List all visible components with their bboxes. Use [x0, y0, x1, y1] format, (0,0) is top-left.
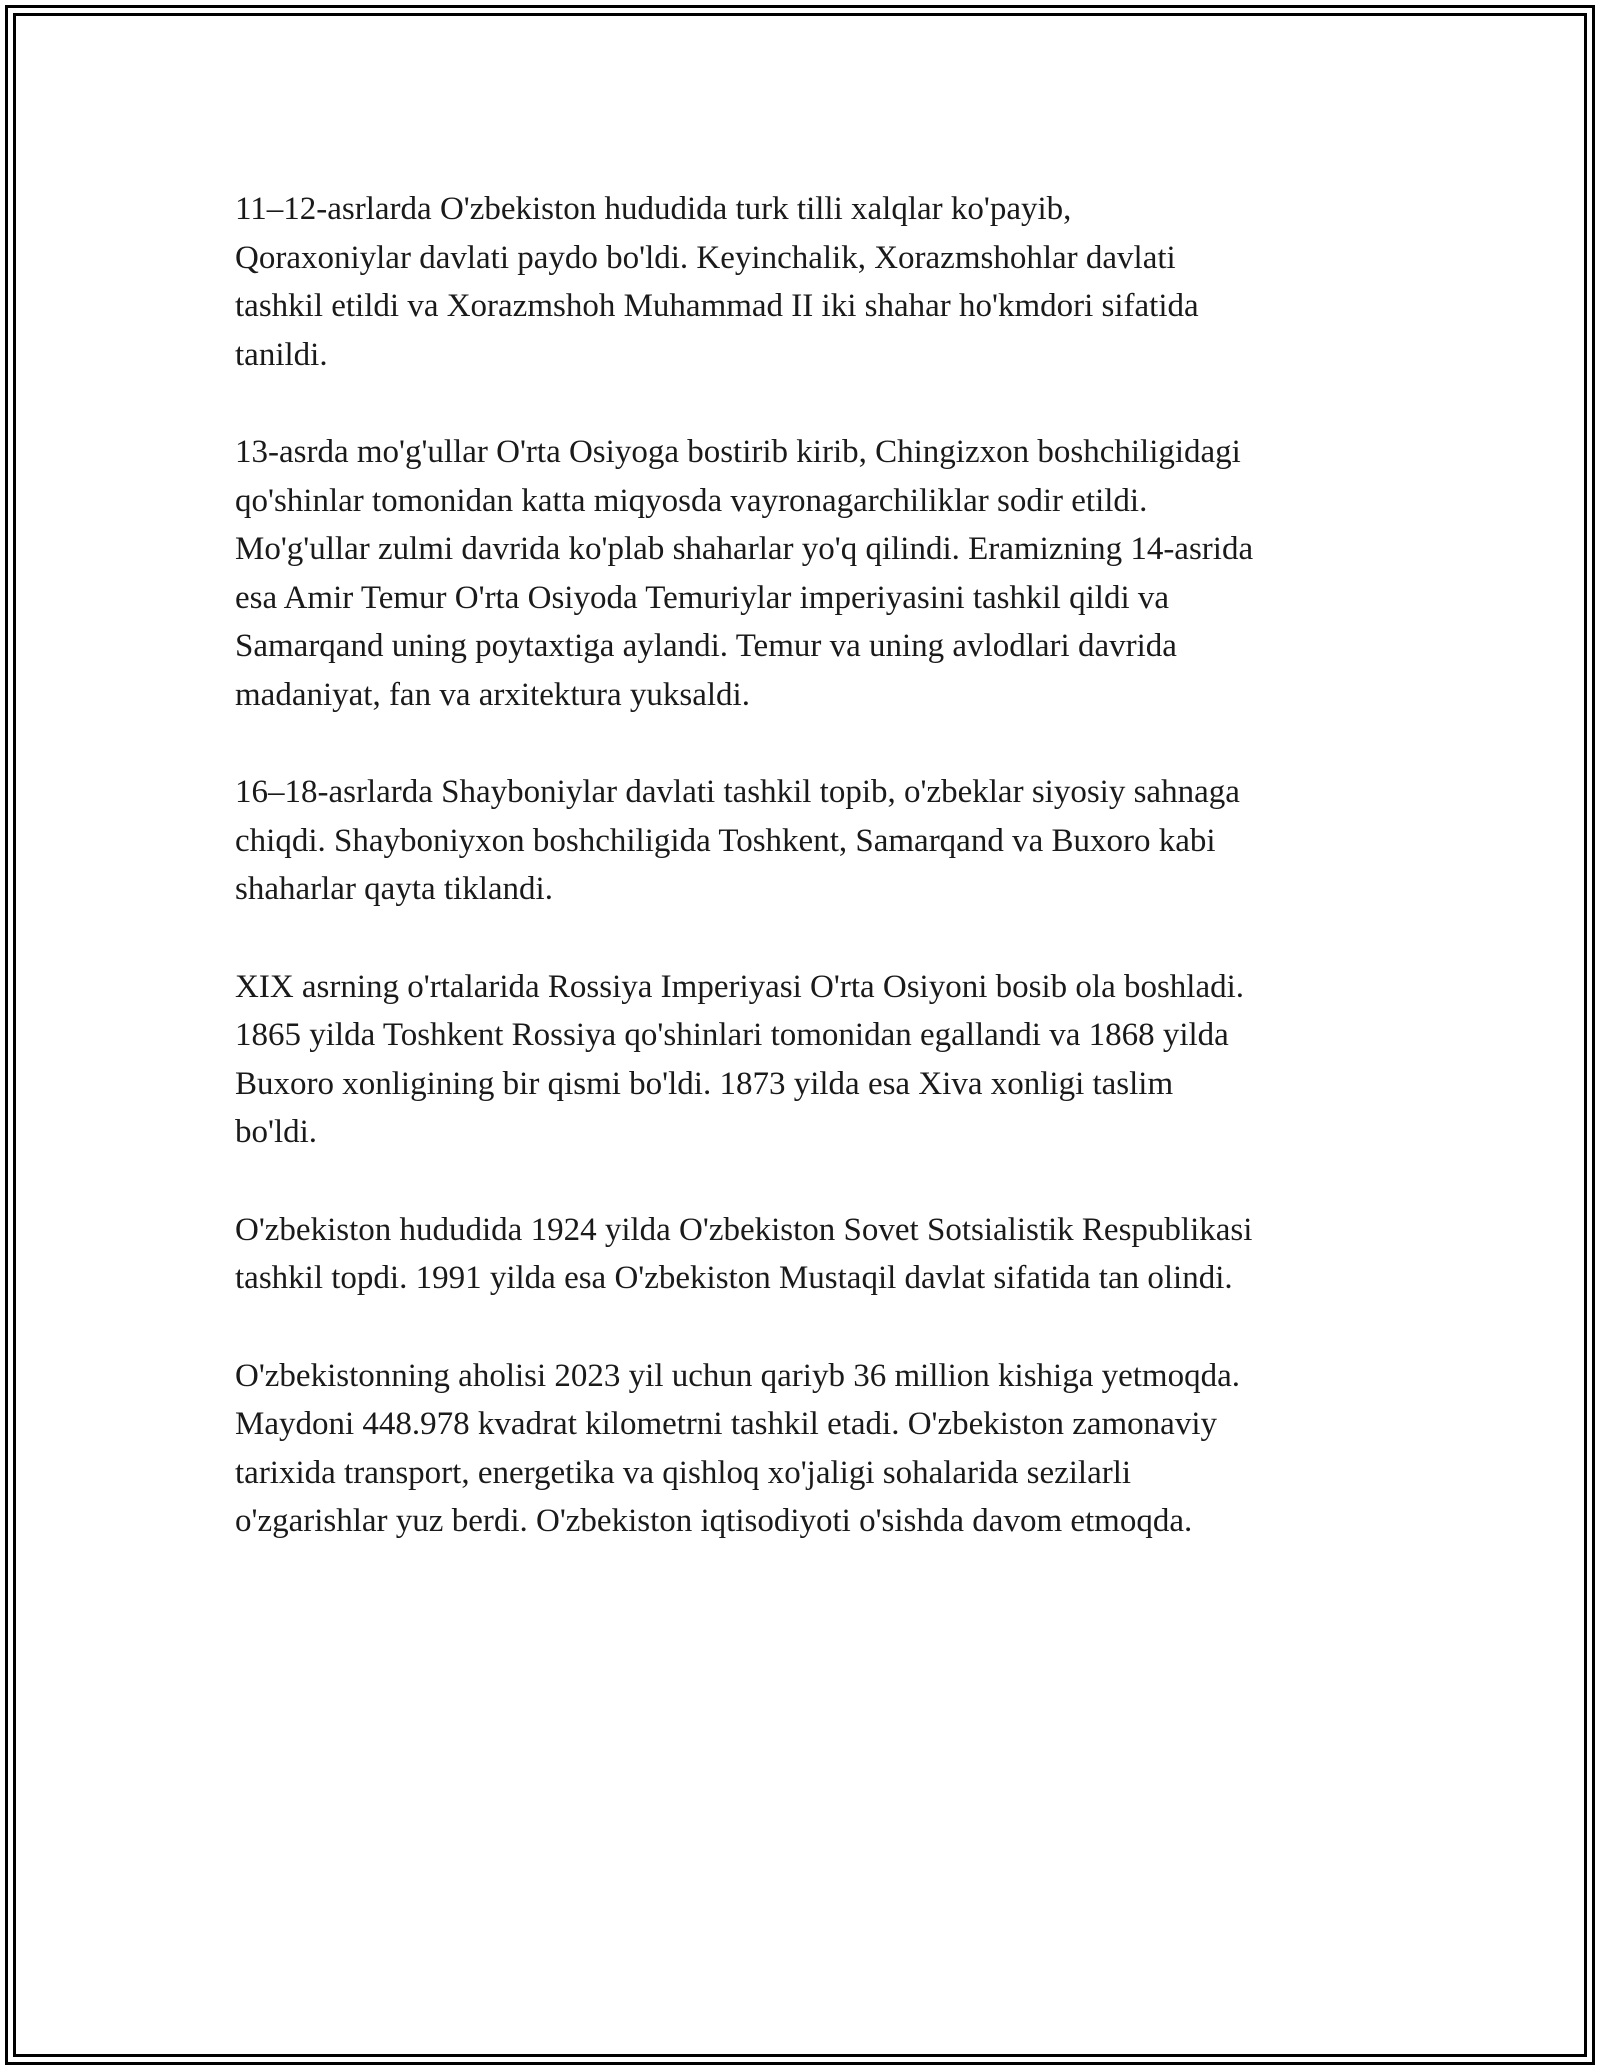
paragraph-karakhanids: 11–12-asrlarda O'zbekiston hududida turk tilli xalqlar ko'payib, Qoraxoniylar davlati paydo bo'ldi. Keyinchalik, Xorazmshohlar davlati tashkil etildi va Xorazmshoh Muhammad II iki shahar ho'kmdori sifatida tanildi. [235, 191, 1199, 373]
paragraph-mongols-timurids: 13-asrda mo'g'ullar O'rta Osiyoga bostirib kirib, Chingizxon boshchiligidagi qo'shinlar tomonidan katta miqyosda vayronagarchiliklar sodir etildi. Mo'g'ullar zulmi davrida ko'plab shaharlar yo'q qilindi. Eramizning 14-asrida esa Amir Temur O'rta Osiyoda Temuriylar imperiyasini tashkil qildi va Samarqand uning poytaxtiga aylandi. Temur va uning avlodlari davrida madaniyat, fan va arxitektura yuksaldi. [235, 434, 1254, 713]
paragraph-russian-empire: XIX asrning o'rtalarida Rossiya Imperiyasi O'rta Osiyoni bosib ola boshladi. 1865 yilda Toshkent Rossiya qo'shinlari tomonidan egallandi va 1868 yilda Buxoro xonligining bir qismi bo'ldi. 1873 yilda esa Xiva xonligi taslim bo'ldi. [235, 968, 1245, 1150]
paragraph-modern-uzbekistan: O'zbekistonning aholisi 2023 yil uchun qariyb 36 million kishiga yetmoqda. Maydoni 448.978 kvadrat kilometrni tashkil etadi. O'zbekiston zamonaviy tarixida transport, energetika va qishloq xo'jaligi sohalarida sezilarli o'zgarishlar yuz berdi. O'zbekiston iqtisodiyoti o'sishda davom etmoqda. [235, 1357, 1241, 1539]
paragraph-soviet-independence: O'zbekiston hududida 1924 yilda O'zbekiston Sovet Sotsialistik Respublikasi tashkil topdi. 1991 yilda esa O'zbekiston Mustaqil davlat sifatida tan olindi. [235, 1211, 1253, 1296]
document-body [235, 185, 1385, 1595]
paragraph-shaybanids: 16–18-asrlarda Shayboniylar davlati tashkil topib, o'zbeklar siyosiy sahnaga chiqdi. Shayboniyxon boshchiligida Toshkent, Samarqand va Buxoro kabi shaharlar qayta tiklandi. [235, 774, 1240, 907]
